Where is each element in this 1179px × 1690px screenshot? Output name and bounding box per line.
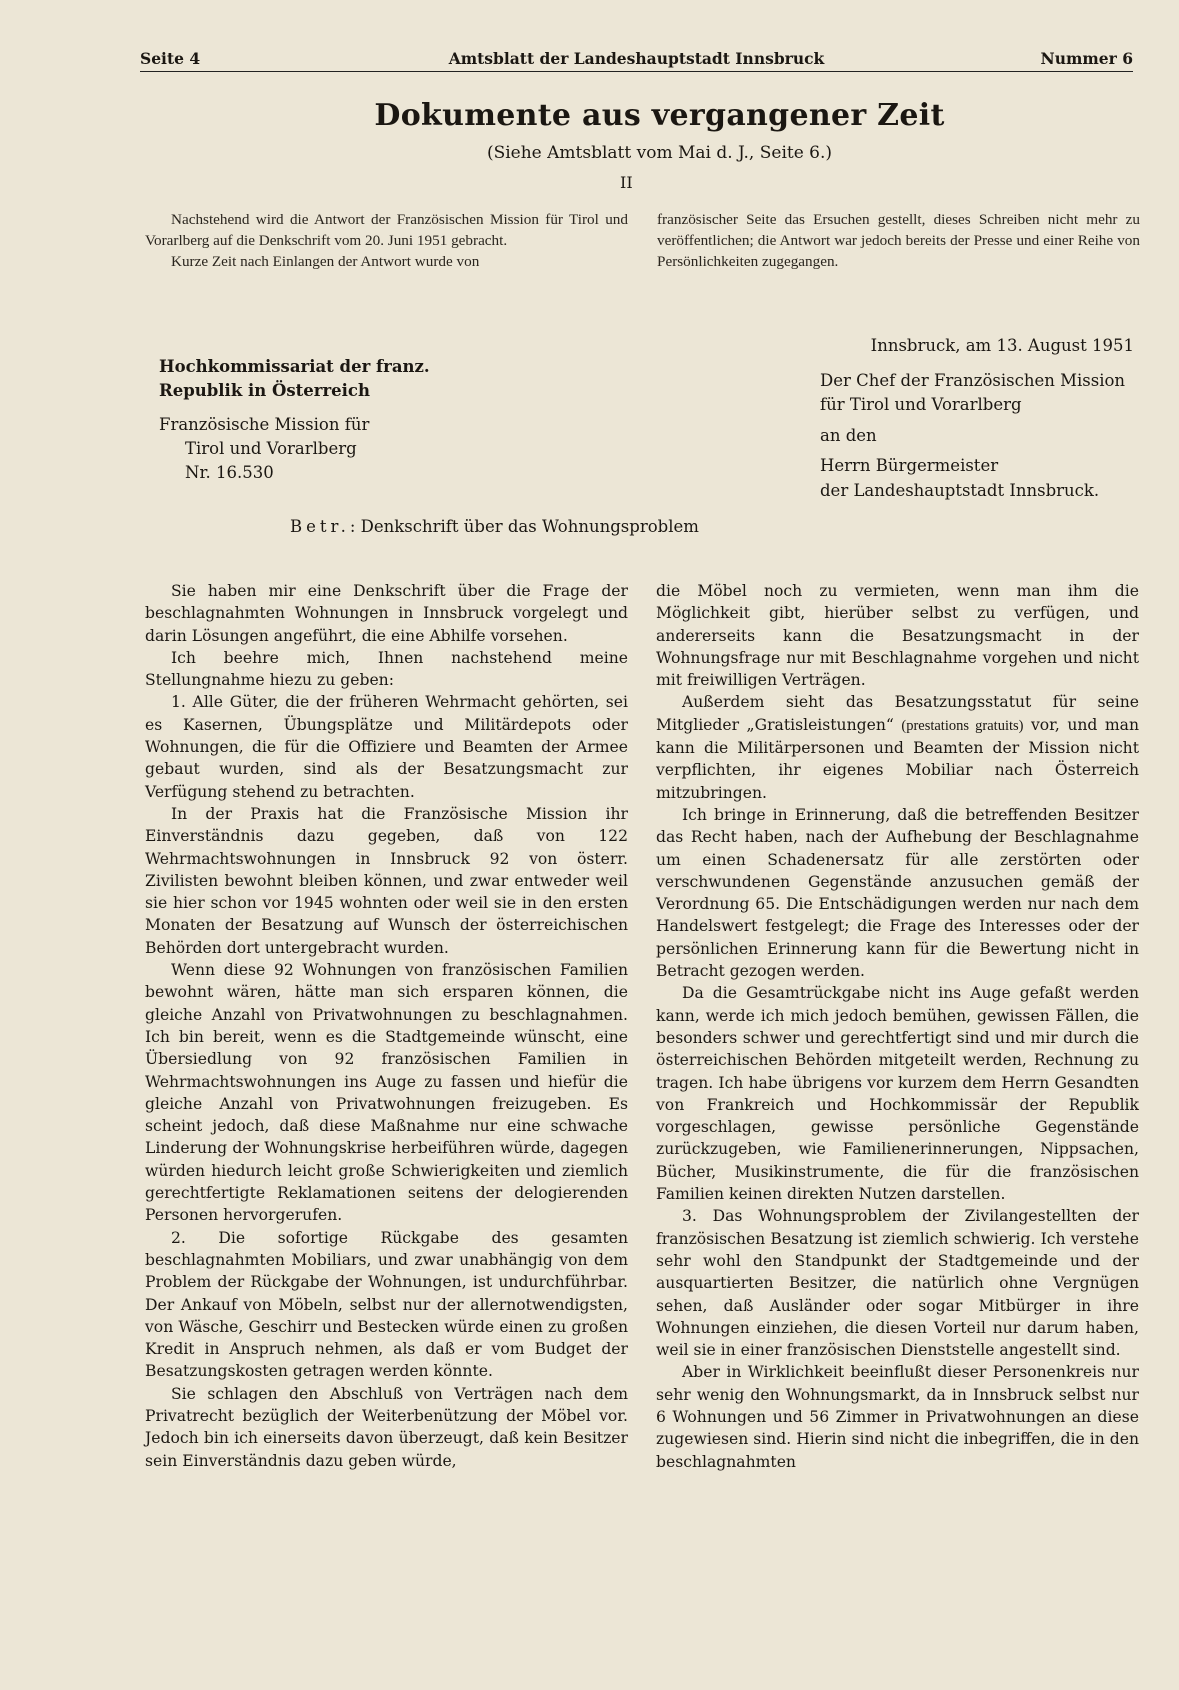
body-paragraph: In der Praxis hat die Französische Mission ihr Einverständnis dazu gegeben, daß von 122 Wehrmachtswohnungen in Innsbruck 92 von österr. Zivilisten bewohnt bleiben können, und zwar entweder weil sie hier schon vor 1945 wohnten oder weil sie in den ersten Monaten der Besatzung auf Wunsch der österreichischen Behörden dort untergebracht wurden. [145,804,628,957]
intro-right-column [657,210,1140,272]
french-term: (prestations gratuits) [901,717,1024,734]
body-paragraph: Ich beehre mich, Ihnen nachstehend meine Stellungnahme hiezu zu geben: [145,648,628,690]
page-number: Seite 4 [140,49,201,68]
body-paragraph: Ich bringe in Erinnerung, daß die betreffenden Besitzer das Recht haben, nach der Aufhebung der Beschlagnahme um einen Schadenersatz für alle zerstörten oder verschwundenen Gegenstände anzusuchen gemäß der Verordnung 65. Die Entschädigungen werden nur nach dem Handelswert festgelegt; die Frage des Interesses oder der persönlichen Erinnerung kann für die Bewertung nicht in Betracht gezogen werden. [656,805,1139,981]
article-subtitle: (Siehe Amtsblatt vom Mai d. J., Seite 6.) [486,143,833,163]
body-paragraph: 1. Alle Güter, die der früheren Wehrmacht gehörten, sei es Kasernen, Übungsplätze und Militärdepots oder Wohnungen, die für die Offiziere und Beamten der Armee gebaut wurden, sind als der Besatzungsmacht zur Verfügung stehend zu betrachten. [145,693,628,801]
page-header [140,47,1133,72]
body-paragraph: 2. Die sofortige Rückgabe des gesamten beschlagnahmten Mobiliars, und zwar unabhängig von dem Problem der Rückgabe der Wohnungen, ist undurchführbar. Der Ankauf von Möbeln, selbst nur der allernotwendigsten, von Wäsche, Geschirr und Bestecken würde einen zu großen Kredit in Anspruch nehmen, als daß er vom Budget der Besatzungskosten getragen werden könnte. [145,1228,628,1381]
article-title: Dokumente aus vergangener Zeit [374,98,945,133]
intro-paragraph: Nachstehend wird die Antwort der Französischen Mission für Tirol und Vorarlberg auf die Denkschrift vom 20. Juni 1951 gebracht. [145,211,628,249]
body-paragraph: Wenn diese 92 Wohnungen von französischen Familien bewohnt wären, hätte man sich ersparen können, die gleiche Anzahl von Privatwohnungen zu beschlagnahmen. Ich bin bereit, wenn es die Stadtgemeinde wünscht, eine Übersiedlung von 92 französischen Familien in Wehrmachtswohnungen ins Auge zu fassen und hiefür die gleiche Anzahl von Privatwohnungen freizugeben. Es scheint jedoch, daß diese Maßnahme nur eine schwache Linderung der Wohnungskrise herbeiführen würde, dagegen würden hiedurch leicht große Schwierigkeiten und ziemlich gerechtfertigte Reklamationen seitens der delogierenden Personen hervorgerufen. [145,961,628,1225]
recipient-line: an den [820,425,877,445]
body-text: Außerdem sieht das Besatzungsstatut für seine Mitglieder „Gratisleistungen“ [656,693,1139,734]
sender-line: Republik in Österreich [159,381,370,400]
sender-line: Hochkommissariat der franz. [159,357,430,376]
body-paragraph: Da die Gesamtrückgabe nicht ins Auge gefaßt werden kann, werde ich mich jedoch bemühen, gewissen Fällen, die besonders schwer und gerechtfertigt sind und mir durch die österreichischen Behörden mitgeteilt werden, Rechnung zu tragen. Ich habe übrigens vor kurzem dem Herrn Gesandten von Frankreich und Hochkommissär der Republik vorgeschlagen, gewisse persönliche Gegenstände zurückzugeben, wie Familienerinnerungen, Nippsachen, Bücher, Musikinstrumente, die für die französischen Familien keinen direkten Nutzen darstellen. [656,984,1139,1204]
recipient-line: der Landeshauptstadt Innsbruck. [820,480,1100,500]
publication-name: Amtsblatt der Landeshauptstadt Innsbruck [448,49,825,68]
letter-recipient-block [820,334,1140,503]
body-text: vor, und man kann die Militärpersonen und Beamten der Mission nicht verpflichten, ihr eigenes Mobiliar nach Österreich mitzubringen. [656,715,1139,802]
sender-line: Tirol und Vorarlberg [185,439,357,458]
body-paragraph: Sie schlagen den Abschluß von Verträgen nach dem Privatrecht bezüglich der Weiterbenützung der Möbel vor. Jedoch bin ich einerseits davon überzeugt, daß kein Besitzer sein Einverständnis dazu geben würde, [145,1384,628,1470]
sender-line: Französische Mission für [159,415,370,434]
body-right-column [656,580,1139,1473]
body-left-column [145,580,628,1472]
recipient-line: für Tirol und Vorarlberg [820,395,1022,414]
body-paragraph [656,691,1139,803]
body-paragraph: Sie haben mir eine Denkschrift über die Frage der beschlagnahmten Wohnungen in Innsbruck vorgelegt und darin Lösungen angeführt, die eine Abhilfe vorsehen. [145,582,628,645]
recipient-line: Der Chef der Französischen Mission [820,370,1126,390]
body-paragraph: 3. Das Wohnungsproblem der Zivilangestellten der französischen Besatzung ist ziemlich schwierig. Ich verstehe sehr wohl den Standpunkt der Stadtgemeinde und der ausquartierten Besitzer, die natürlich ohne Vergnügen sehen, daß Ausländer oder sogar Mitbürger in ihre Wohnungen einziehen, die diesen Vorteil nur darum haben, weil sie in einer französischen Dienststelle angestellt sind. [656,1207,1139,1360]
part-number: II [620,173,633,192]
issue-number: Nummer 6 [1040,49,1133,68]
body-paragraph: Aber in Wirklichkeit beeinflußt dieser Personenkreis nur sehr wenig den Wohnungsmarkt, da in Innsbruck selbst nur 6 Wohnungen und 56 Zimmer in Privatwohnungen an diese zugewiesen sind. Hierin sind nicht die inbegriffen, die in den beschlagnahmten [656,1363,1139,1471]
subject-label: Betr. [290,517,350,536]
body-paragraph: die Möbel noch zu vermieten, wenn man ihm die Möglichkeit gibt, hierüber selbst zu verfügen, und andererseits kann die Besatzungsmacht in der Wohnungsfrage nur mit Beschlagnahme vorgehen und nicht mit freiwilligen Verträgen. [656,582,1139,690]
letter-sender-block [159,355,499,485]
intro-left-column [145,210,628,272]
intro-paragraph: Kurze Zeit nach Einlangen der Antwort wurde von [171,252,480,270]
intro-paragraph: französischer Seite das Ersuchen gestellt, dieses Schreiben nicht mehr zu veröffentlichen; die Antwort war jedoch bereits der Presse und einer Reihe von Persönlichkeiten zugegangen. [657,211,1140,270]
recipient-line: Herrn Bürgermeister [820,456,999,475]
letter-date: Innsbruck, am 13. August 1951 [870,336,1134,355]
subject-text: : Denkschrift über das Wohnungsproblem [349,517,699,536]
letter-subject [290,517,699,536]
reference-number: Nr. 16.530 [185,463,274,482]
